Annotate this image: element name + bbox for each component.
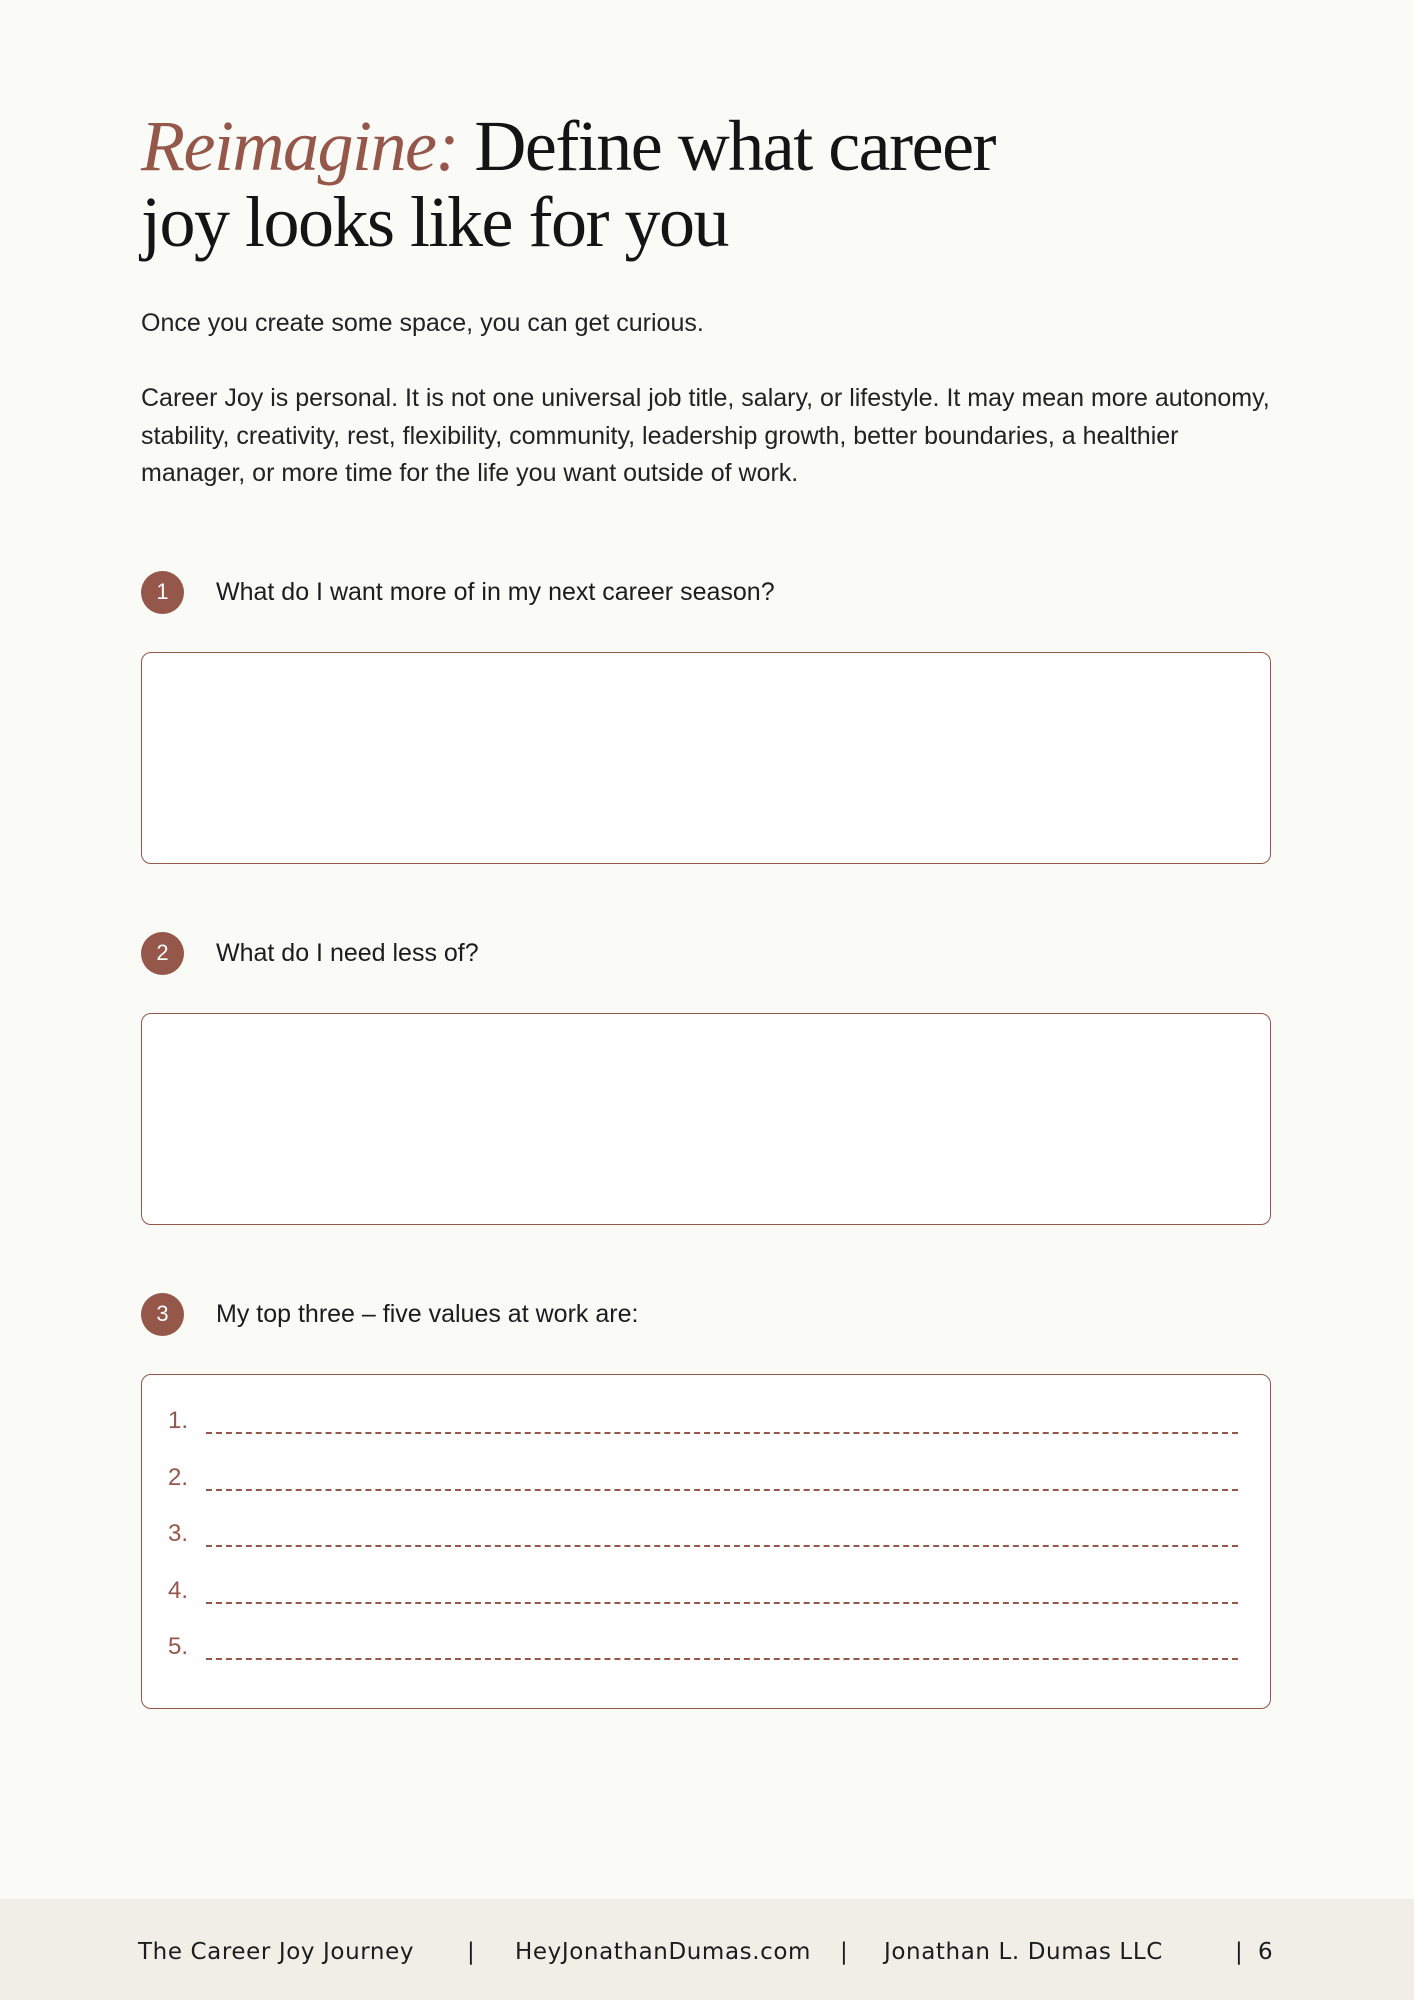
value-line-2[interactable] (168, 1461, 1238, 1501)
question-1 (141, 570, 775, 614)
title-accent: Reimagine: (141, 106, 458, 186)
body-paragraph: Career Joy is personal. It is not one universal job title, salary, or lifestyle. It may mean more autonomy, stability, creativity, rest, flexibility, community, leadership growth, better boundaries, a healthier manager, or more time for the life you want outside of work. (141, 384, 1270, 487)
title-line1: Define what career (457, 106, 996, 186)
page-number: 6 (1258, 1939, 1274, 1965)
value-blank-line[interactable] (206, 1489, 1238, 1491)
intro-text: Once you create some space, you can get curious. (141, 309, 704, 337)
value-number: 2. (168, 1464, 189, 1491)
value-number: 1. (168, 1407, 189, 1434)
page-title (141, 108, 1141, 260)
footer-separator: | (467, 1939, 476, 1965)
value-blank-line[interactable] (206, 1432, 1238, 1434)
question-number-badge: 3 (141, 1293, 184, 1336)
question-2 (141, 931, 479, 975)
footer-separator: | (840, 1939, 849, 1965)
footer-company: Jonathan L. Dumas LLC (884, 1939, 1163, 1965)
footer-guide-title: The Career Joy Journey (138, 1939, 415, 1965)
question-text: What do I need less of? (216, 938, 479, 967)
value-blank-line[interactable] (206, 1658, 1238, 1660)
value-line-3[interactable] (168, 1517, 1238, 1557)
values-answer-box (141, 1374, 1271, 1709)
question-text: My top three – five values at work are: (216, 1299, 639, 1328)
value-number: 5. (168, 1633, 189, 1660)
title-line2: joy looks like for you (141, 182, 728, 262)
question-number-badge: 2 (141, 932, 184, 975)
question-number-badge: 1 (141, 571, 184, 614)
question-text: What do I want more of in my next career season? (216, 577, 775, 606)
value-line-4[interactable] (168, 1574, 1238, 1614)
question-3 (141, 1292, 638, 1336)
value-blank-line[interactable] (206, 1545, 1238, 1547)
value-number: 4. (168, 1577, 189, 1604)
value-line-1[interactable] (168, 1404, 1238, 1444)
answer-box-1[interactable] (141, 652, 1271, 864)
value-line-5[interactable] (168, 1630, 1238, 1670)
footer-separator: | (1235, 1939, 1244, 1965)
page-footer (0, 1899, 1414, 2000)
footer-website: HeyJonathanDumas.com (515, 1939, 812, 1965)
answer-box-2[interactable] (141, 1013, 1271, 1225)
value-blank-line[interactable] (206, 1602, 1238, 1604)
value-number: 3. (168, 1520, 189, 1547)
